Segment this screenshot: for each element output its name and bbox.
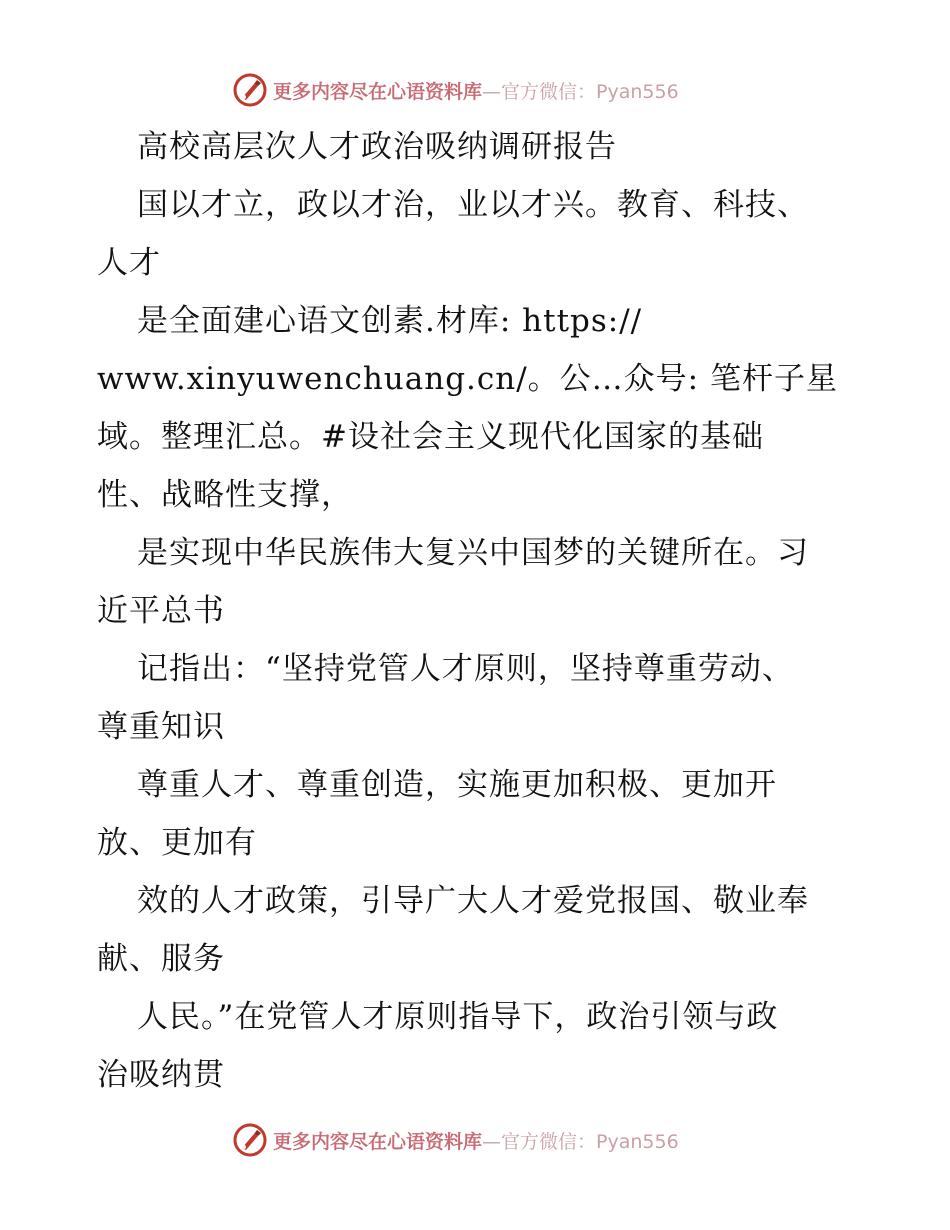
banner-text <box>273 77 679 104</box>
text-line: 高校高层次人才政治吸纳调研报告 <box>137 129 617 165</box>
text-line: 治吸纳贯 <box>97 1057 225 1093</box>
banner-separator: — <box>482 80 502 103</box>
text-line: 域。整理汇总。#设社会主义现代化国家的基础 <box>97 419 764 455</box>
header-watermark-banner <box>233 70 733 110</box>
banner-contact: 官方微信：Pyan556 <box>501 80 679 103</box>
text-line: 人民。”在党管人才原则指导下，政治引领与政 <box>137 999 779 1035</box>
text-line: 近平总书 <box>97 593 225 629</box>
text-line: www.xinyuwenchuang.cn/。公…众号: 笔杆子星 <box>97 361 838 397</box>
text-line: 献、服务 <box>97 941 225 977</box>
footer-watermark-banner <box>233 1120 733 1160</box>
pen-logo-icon <box>233 73 267 107</box>
banner-brand: 更多内容尽在心语资料库 <box>273 80 483 103</box>
document-body <box>97 118 877 1104</box>
text-line: 是全面建心语文创素.材库: https:// <box>137 303 643 339</box>
text-line: 人才 <box>97 245 161 281</box>
banner-text <box>273 1127 679 1154</box>
text-line: 性、战略性支撑， <box>97 477 353 513</box>
banner-separator: — <box>482 1130 502 1153</box>
text-line: 尊重人才、尊重创造，实施更加积极、更加开 <box>137 767 777 803</box>
banner-brand: 更多内容尽在心语资料库 <box>273 1130 483 1153</box>
text-line: 是实现中华民族伟大复兴中国梦的关键所在。习 <box>137 535 809 571</box>
pen-logo-icon <box>233 1123 267 1157</box>
text-line: 放、更加有 <box>97 825 257 861</box>
text-line: 尊重知识 <box>97 709 225 745</box>
text-line: 国以才立，政以才治，业以才兴。教育、科技、 <box>137 187 809 223</box>
text-line: 效的人才政策，引导广大人才爱党报国、敬业奉 <box>137 883 809 919</box>
banner-contact: 官方微信：Pyan556 <box>501 1130 679 1153</box>
text-line: 记指出：“坚持党管人才原则，坚持尊重劳动、 <box>137 651 794 687</box>
